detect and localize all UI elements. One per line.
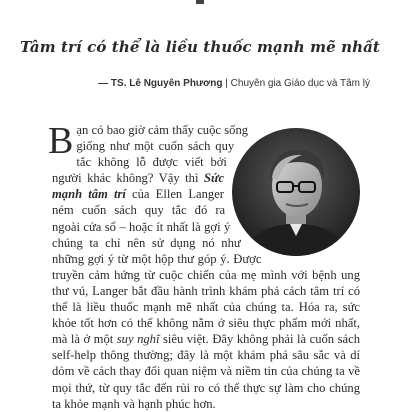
byline — [98, 78, 370, 89]
drop-cap: B — [48, 120, 74, 162]
paragraph-text-1: ạn có bao giờ cảm thấy cuộc sống giống như một cuốn sách quy tắc không lỗ được viết bởi người khác không? Vậy thì — [52, 123, 249, 186]
emphasized-phrase: suy nghĩ — [116, 332, 160, 347]
byline-separator: | — [222, 78, 231, 89]
article-body — [48, 120, 360, 412]
paragraph-text-3: siêu việt. Đây không phải là cuốn sách self-help thông thường; đây là một khám phá sâu sắc và dí dỏm về cách thay đổi quan niệm và niềm tin của chúng ta về mọi thứ, từ quy tắc đến rủi ro có thể thực sự làm cho chúng ta khỏe mạnh và hạnh phúc hơn. — [52, 332, 360, 411]
author-portrait — [232, 128, 360, 256]
byline-author: — TS. Lê Nguyên Phương — [98, 78, 223, 89]
article-title: Tâm trí có thể là liều thuốc mạnh mẽ nhất — [20, 38, 380, 56]
page-top-mark — [196, 0, 204, 4]
book-title: Sức mạnh tâm trí — [52, 171, 225, 202]
byline-role: Chuyên gia Giáo dục và Tâm lý — [230, 78, 370, 89]
paragraph-text-2: của Ellen Langer ném cuốn sách quy tắc đó ra ngoài cửa sổ – hoặc ít nhất là gợi ý chúng ta chỉ nên sử dụng nó như những gợi ý từ một hộp thư góp ý. Được truyền cảm hứng từ cuộc chiến của mẹ mình với bệnh ung thư vú, Langer bắt đầu hành trình khám phá cách tâm trí có thể là liều thuốc mạnh mẽ nhất của chúng ta. Hóa ra, sức khỏe tốt hơn có thể không nằm ở siêu thực phẩm mới nhất, mà là ở một — [52, 187, 360, 347]
